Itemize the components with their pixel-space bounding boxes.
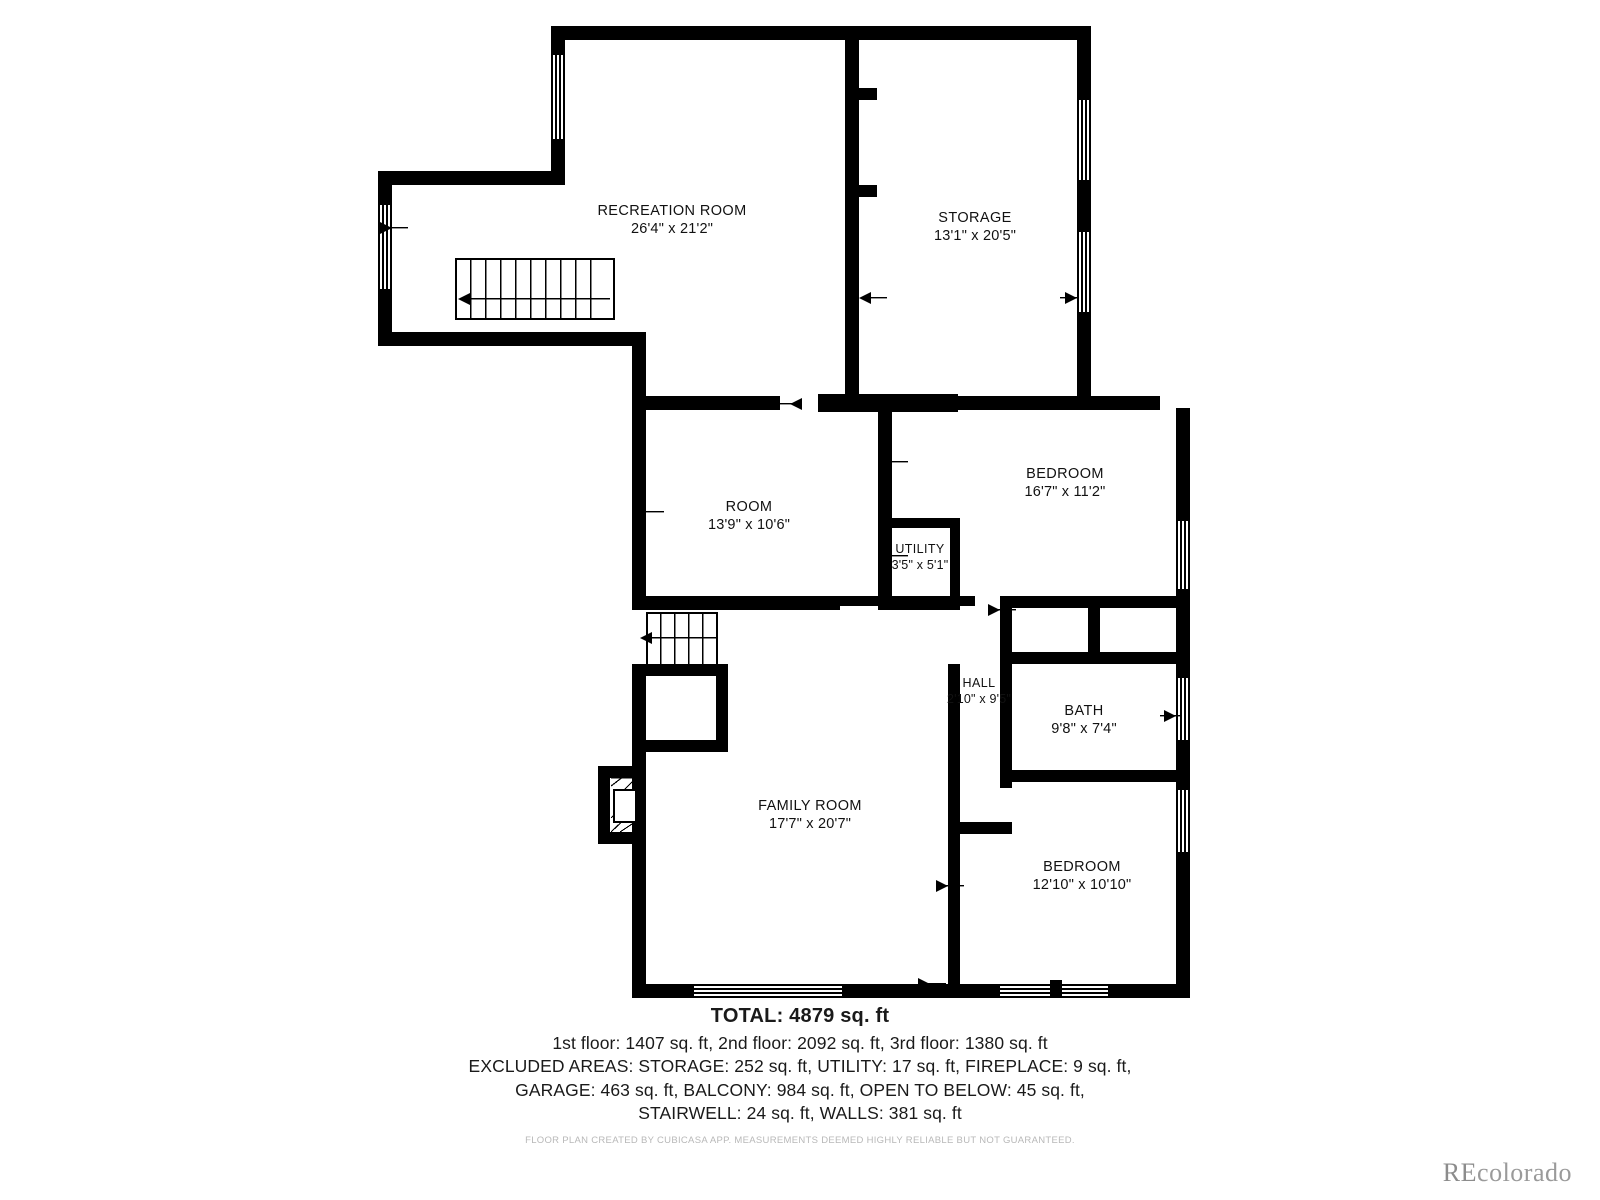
room-dimensions: 16'7" x 11'2"	[1024, 484, 1106, 501]
brand-prefix: RE	[1442, 1158, 1478, 1187]
disclaimer-text: FLOOR PLAN CREATED BY CUBICASA APP. MEASUREMENTS DEEMED HIGHLY RELIABLE BUT NOT GUARANTEED.	[525, 1135, 1075, 1146]
room-name: BEDROOM	[1043, 859, 1121, 875]
brand-watermark	[1443, 1158, 1572, 1188]
excluded-areas-line-1: EXCLUDED AREAS: STORAGE: 252 sq. ft, UTILITY: 17 sq. ft, FIREPLACE: 9 sq. ft,	[468, 1056, 1132, 1077]
area-summary	[0, 1005, 1600, 1125]
floor-breakdown: 1st floor: 1407 sq. ft, 2nd floor: 2092 sq. ft, 3rd floor: 1380 sq. ft	[552, 1033, 1048, 1053]
room-dimensions: 2'10" x 9'5"	[946, 691, 1012, 706]
excluded-areas-line-2: GARAGE: 463 sq. ft, BALCONY: 984 sq. ft, OPEN TO BELOW: 45 sq. ft,	[515, 1079, 1085, 1100]
room-dimensions: 17'7" x 20'7"	[768, 816, 852, 833]
room-name: BEDROOM	[1026, 466, 1104, 482]
room-name: FAMILY ROOM	[758, 798, 862, 814]
room-dimensions: 12'10" x 10'10"	[1032, 877, 1132, 894]
room-name: ROOM	[725, 499, 773, 515]
room-name: UTILITY	[895, 542, 945, 556]
room-dimensions: 13'1" x 20'5"	[933, 228, 1017, 245]
room-dimensions: 26'4" x 21'2"	[630, 221, 714, 238]
total-area: TOTAL: 4879 sq. ft	[710, 1005, 890, 1027]
room-dimensions: 3'5" x 5'1"	[891, 557, 949, 572]
room-name: BATH	[1064, 703, 1104, 719]
room-dimensions: 13'9" x 10'6"	[707, 517, 791, 534]
room-dimensions: 9'8" x 7'4"	[1051, 721, 1117, 738]
excluded-areas-line-3: STAIRWELL: 24 sq. ft, WALLS: 381 sq. ft	[638, 1102, 962, 1123]
room-name: HALL	[962, 676, 996, 690]
room-name: STORAGE	[938, 210, 1012, 226]
room-name: RECREATION ROOM	[597, 203, 747, 219]
brand-suffix: colorado	[1477, 1158, 1572, 1187]
